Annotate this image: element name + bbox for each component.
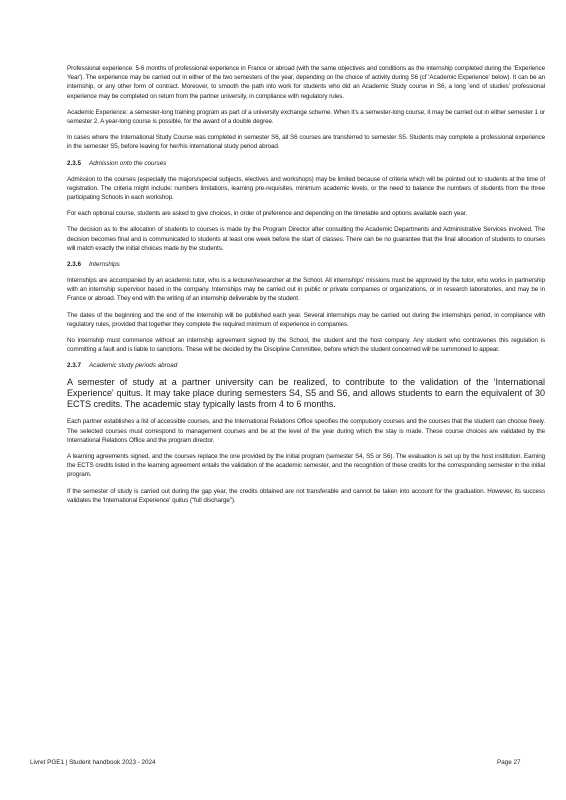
paragraph-internship-dates: The dates of the beginning and the end of the internship will be published each year. Several internships may be carried out during the internships period, in compliance with regulatory rules, provided that together they complete the required minimum of experience in companies.: [67, 311, 545, 328]
paragraph-internship-agreement: No internship must commence without an internship agreement signed by the School, the student and the host company. Any student who contravenes this regulation is committing a fault and is liable to sanctions. These will be decided by the Discipline Committee, before which the student concerned will be summoned to appear.: [67, 337, 545, 354]
paragraph-international-study-course: In cases where the International Study Course was completed in semester S6, all S6 courses are transferred to semester S5. Students may complete a professional experience in the semester S5, before leaving for her/his international study period abroad.: [67, 134, 545, 151]
paragraph-admission-criteria: Admission to the courses (especially the majors/special subjects, electives and workshops) may be limited because of criteria which will be pointed out to students at the time of registration. The criteria might include: numbers limitations, learning pre-requisites, minimum academic levels, or the need to balance the numbers of students from the three participating Schools in each workshop.: [67, 175, 545, 202]
section-number: 2.3.7: [67, 362, 82, 370]
paragraph-academic-experience: Academic Experience: a semester-long training program as part of a university exchange scheme. When it's a semester-long course, it may be carried out in either semester 1 or semester 2. A year-long course is possible, for the award of a double degree.: [67, 108, 545, 126]
page-body: [67, 64, 545, 512]
paragraph-partner-courses: Each partner establishes a list of accessible courses, and the International Relations Office specifies the compulsory courses and the courses that the student can choose freely. The selected courses must correspond to management courses and be at the level of the year during which the stay is made. These course choices are validated by the International Relations Office and the program director.: [67, 418, 545, 444]
section-title: Admission onto the courses: [89, 159, 167, 167]
paragraph-internship-tutor: Internships are accompanied by an academic tutor, who is a lecturer/researcher at the School. All internships' missions must be approved by the tutor, who works in partnership with an internship supervisor based in the company. Internships may be carried out in public or private companies or organizations, or in research laboratories, and may be in France or abroad. They end with the writing of an internship deliverable by the student.: [67, 277, 545, 303]
footer-page-number: Page 27: [497, 759, 521, 766]
section-title: Academic study periods abroad: [89, 362, 178, 370]
section-heading-2-3-5: [67, 159, 545, 168]
footer-handbook-title: Livret PGE1 | Student handbook 2023 - 2024: [30, 759, 156, 766]
paragraph-professional-experience: Professional experience: 5-6 months of professional experience in France or abroad (with the same objectives and conditions as the internship completed during the 'Experience Year'). The experience may be carried out in either of the two semesters of the year, depending on the choice of activity during S6 (cf 'Academic Experience' below). It can be an internship, or any other form of contract. Moreover, to smooth the path into work for students who did an Academic Study course in S6, a long 'end of studies' professional experience may be completed on return from the partner university, in compliance with regulatory rules.: [67, 65, 545, 100]
section-heading-2-3-6: [67, 260, 545, 269]
section-number: 2.3.5: [67, 159, 82, 167]
section-number: 2.3.6: [67, 261, 82, 269]
paragraph-semester-abroad: A semester of study at a partner university can be realized, to contribute to the validation of the 'International Experience' quitus. It may take place during semesters S4, S5 and S6, and allows students to earn the equivalent of 30 ECTS credits. The academic stay typically lasts from 4 to 6 months.: [67, 377, 545, 410]
paragraph-learning-agreement: A learning agreements signed, and the courses replace the one provided by the initial program (semester S4, S5 or S6). The evaluation is set up by the host institution. Earning the ECTS credits listed in the learning agreement entails the validation of the academic semester, and the recognition of these credits for the corresponding semester in the initial program.: [67, 453, 545, 479]
section-heading-2-3-7: [67, 361, 545, 370]
paragraph-allocation-decision: The decision as to the allocation of students to courses is made by the Program Director after consulting the Academic Departments and Administrative Services involved. The decision becomes final and is communicated to students at least one week before the start of classes. There can be no guarantee that the final allocation of students to courses will match exactly the initial choices made by the students.: [67, 226, 545, 252]
paragraph-gap-year: If the semester of study is carried out during the gap year, the credits obtained are not transferable and cannot be taken into account for the graduation. However, its success validates the 'International Experience' quitus ("full discharge").: [67, 487, 545, 504]
paragraph-optional-courses: For each optional course, students are asked to give choices, in order of preference and depending on the timetable and options available each year.: [67, 210, 468, 218]
section-title: Internships: [89, 261, 120, 269]
